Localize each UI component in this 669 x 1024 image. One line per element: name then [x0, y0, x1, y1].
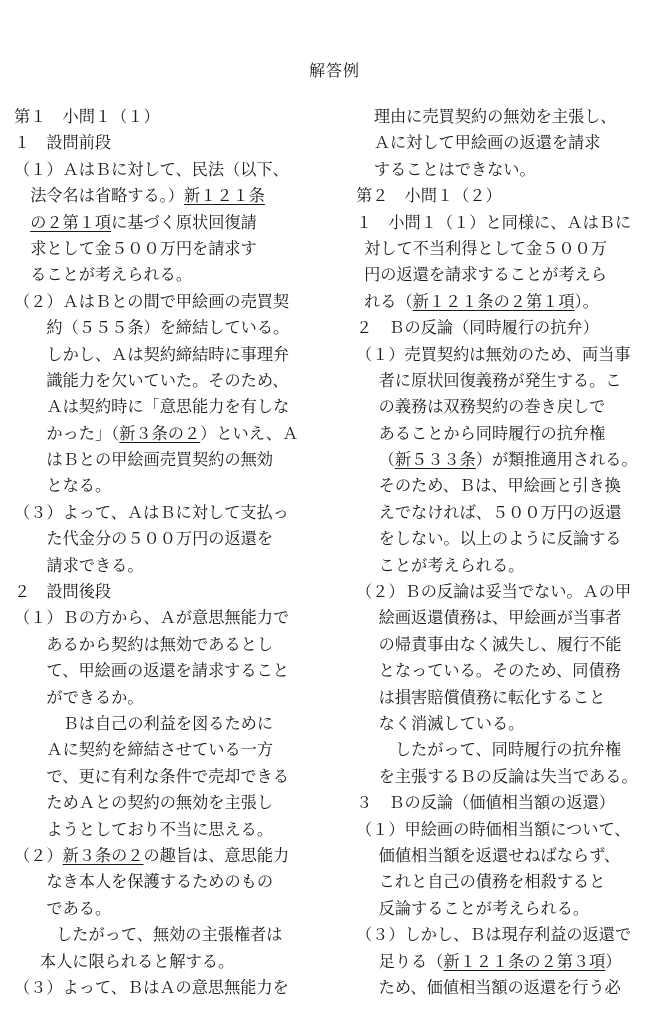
left-column — [14, 104, 332, 1001]
text-line — [356, 104, 662, 130]
text-segment: 求として金５００万円を請求す — [30, 238, 257, 258]
text-line — [356, 869, 662, 895]
text-line — [356, 526, 662, 552]
text-line — [356, 473, 662, 499]
text-segment: あることから同時履行の抗弁権 — [378, 423, 606, 443]
text-segment: ３ Ｂの反論（価値相当額の返還） — [356, 793, 615, 813]
text-segment: えでなければ、５００万円の返還 — [378, 502, 622, 522]
text-segment: ２ 設問後段 — [14, 582, 112, 602]
text-line — [14, 922, 332, 948]
text-line — [356, 553, 662, 579]
text-line — [356, 315, 662, 341]
text-line — [14, 500, 332, 526]
text-line — [356, 394, 662, 420]
text-segment: は損害賠償債務に転化すること — [378, 687, 606, 707]
text-segment: ）といえ、Ａ — [200, 423, 299, 443]
text-segment: Ｂは自己の利益を図るために — [62, 713, 274, 733]
text-segment: ためＡとの契約の無効を主張し — [46, 793, 274, 813]
text-segment: なき本人を保護するためのもの — [46, 872, 274, 892]
text-segment: 法令名は省略する。） — [30, 186, 184, 206]
text-line — [356, 447, 662, 473]
text-segment: （３）よって、ＡはＢに対して支払っ — [14, 502, 289, 522]
text-segment: 第１ 小問１（１） — [14, 107, 160, 126]
text-line — [14, 368, 332, 394]
text-line — [356, 157, 662, 183]
text-segment: 理由に売買契約の無効を主張し、 — [373, 107, 617, 126]
text-segment: Ａは契約時に「意思能力を有しな — [46, 397, 290, 417]
text-line — [14, 236, 332, 262]
statute-reference: 新３条の２ — [62, 845, 144, 865]
text-line — [356, 183, 662, 209]
text-line — [356, 790, 662, 816]
text-segment: これと自己の債務を相殺すると — [378, 872, 606, 892]
page-title: 解答例 — [308, 61, 360, 80]
text-line — [356, 817, 662, 843]
text-segment: 請求できる。 — [46, 555, 144, 575]
text-line — [356, 236, 662, 262]
text-line — [356, 975, 662, 1001]
text-line — [14, 896, 332, 922]
text-segment: ため、価値相当額の返還を行う必 — [378, 977, 621, 997]
text-line — [14, 658, 332, 684]
text-segment: の帰責事由なく滅失し、履行不能 — [378, 634, 622, 654]
text-segment: 反論することが考えられる。 — [378, 898, 590, 918]
text-segment: （１）売買契約は無効のため、両当事 — [356, 344, 631, 364]
text-segment: １ 設問前段 — [14, 133, 112, 153]
text-line — [356, 210, 662, 236]
text-segment: そのため、Ｂは、甲絵画と引き換 — [378, 476, 621, 496]
text-segment: はＢとの甲絵画売買契約の無効 — [46, 450, 274, 470]
text-line — [14, 790, 332, 816]
text-line — [356, 289, 662, 315]
text-line — [356, 605, 662, 631]
text-line — [14, 817, 332, 843]
text-line — [356, 632, 662, 658]
statute-reference: 新１２１条の２第１項 — [412, 291, 575, 311]
text-segment: Ａに対して甲絵画の返還を請求 — [373, 133, 601, 153]
text-segment: 本人に限られると解する。 — [39, 951, 235, 971]
text-line — [14, 262, 332, 288]
text-line — [356, 843, 662, 869]
text-line — [356, 342, 662, 368]
text-segment: ２ Ｂの反論（同時履行の抗弁） — [356, 318, 599, 338]
text-segment: Ａに契約を締結させている一方 — [46, 740, 274, 760]
text-segment: かった」（ — [46, 423, 120, 443]
text-segment: ができるか。 — [46, 687, 144, 707]
text-segment: 価値相当額を返還せねばならず、 — [378, 845, 621, 865]
text-line — [14, 421, 332, 447]
text-segment: である。 — [46, 898, 112, 918]
text-segment: となっている。そのため、同債務 — [378, 661, 621, 681]
text-line — [14, 473, 332, 499]
text-line — [14, 579, 332, 605]
text-segment: （１）甲絵画の時価相当額について、 — [356, 819, 631, 839]
text-line — [14, 315, 332, 341]
text-line — [14, 157, 332, 183]
text-line — [14, 342, 332, 368]
text-segment: ）が類推適用される。 — [475, 450, 638, 470]
text-line — [14, 843, 332, 869]
text-segment: したがって、無効の主張権者は — [56, 925, 283, 945]
text-line — [14, 711, 332, 737]
text-line — [356, 711, 662, 737]
statute-reference: 新１２１条 — [183, 186, 265, 206]
text-line — [14, 605, 332, 631]
text-segment: れる（ — [364, 291, 413, 311]
text-segment: 足りる（ — [378, 951, 444, 971]
text-line — [356, 579, 662, 605]
text-segment: しかし、Ａは契約締結時に事理弁 — [46, 344, 290, 364]
text-segment: 対して不当利得として金５００万 — [364, 238, 607, 258]
text-line — [14, 394, 332, 420]
text-segment: て、甲絵画の返還を請求すること — [46, 661, 289, 681]
text-line — [14, 869, 332, 895]
text-line — [356, 922, 662, 948]
text-segment: １ 小問１（１）と同様に、ＡはＢに — [356, 212, 632, 232]
text-segment: あるから契約は無効であるとし — [46, 634, 274, 654]
text-segment: （ — [378, 450, 395, 470]
right-column — [356, 104, 662, 1001]
text-segment: 識能力を欠いていた。そのため、 — [46, 370, 289, 390]
text-segment: ることが考えられる。 — [30, 265, 193, 285]
text-segment: となる。 — [46, 476, 112, 496]
text-line — [356, 368, 662, 394]
text-segment: で、更に有利な条件で売却できる — [46, 766, 289, 786]
statute-reference: 新３条の２ — [119, 423, 201, 443]
text-segment: 絵画返還債務は、甲絵画が当事者 — [378, 608, 622, 628]
statute-reference: 新５３３条 — [394, 450, 476, 470]
text-line — [14, 526, 332, 552]
text-segment: （２）Ｂの反論は妥当でない。Ａの甲 — [356, 582, 632, 602]
text-segment: 第２ 小問１（２） — [356, 186, 502, 206]
text-segment: したがって、同時履行の抗弁権 — [394, 740, 622, 760]
text-segment: ） — [605, 951, 622, 971]
statute-reference: の２第１項 — [30, 212, 112, 232]
text-segment: の義務は双務契約の巻き戻しで — [378, 397, 606, 417]
text-segment: 約（５５５条）を締結している。 — [46, 318, 290, 338]
text-segment: なく消滅している。 — [378, 713, 525, 733]
text-segment: ことが考えられる。 — [378, 555, 525, 575]
text-segment: （３）しかし、Ｂは現存利益の返還で — [356, 925, 632, 945]
text-line — [14, 289, 332, 315]
text-segment: に基づく原状回復請 — [111, 212, 257, 232]
text-segment: ）。 — [574, 291, 599, 311]
text-line — [356, 949, 662, 975]
statute-reference: 新１２１条の２第３項 — [443, 951, 606, 971]
text-line — [14, 553, 332, 579]
text-segment: 者に原状回復義務が発生する。こ — [378, 370, 622, 390]
text-segment: （１）ＡはＢに対して、民法（以下、 — [14, 159, 289, 179]
text-segment: ようとしており不当に思える。 — [46, 819, 274, 839]
text-line — [14, 632, 332, 658]
text-line — [356, 130, 662, 156]
text-line — [14, 210, 332, 236]
text-segment: （３）よって、ＢはＡの意思無能力を — [14, 977, 289, 997]
text-line — [14, 447, 332, 473]
text-segment: た代金分の５００万円の返還を — [46, 529, 274, 549]
text-line — [356, 421, 662, 447]
text-line — [14, 975, 332, 1001]
text-segment: （１）Ｂの方から、Ａが意思無能力で — [14, 608, 290, 628]
text-line — [14, 104, 332, 130]
text-line — [14, 685, 332, 711]
text-segment: の趣旨は、意思能力 — [143, 845, 290, 865]
text-line — [356, 737, 662, 763]
text-line — [14, 764, 332, 790]
text-line — [356, 658, 662, 684]
text-line — [356, 500, 662, 526]
text-segment: （２）ＡはＢとの間で甲絵画の売買契 — [14, 291, 290, 311]
text-segment: を主張するＢの反論は失当である。 — [378, 766, 638, 786]
text-segment: をしない。以上のように反論する — [378, 529, 622, 549]
text-segment: することはできない。 — [373, 159, 536, 179]
text-line — [14, 183, 332, 209]
text-line — [356, 896, 662, 922]
text-line — [356, 685, 662, 711]
text-line — [14, 737, 332, 763]
text-line — [14, 949, 332, 975]
text-line — [356, 262, 662, 288]
text-line — [356, 764, 662, 790]
text-segment: 円の返還を請求することが考えら — [364, 265, 607, 285]
text-line — [14, 130, 332, 156]
text-segment: （２） — [14, 845, 63, 865]
